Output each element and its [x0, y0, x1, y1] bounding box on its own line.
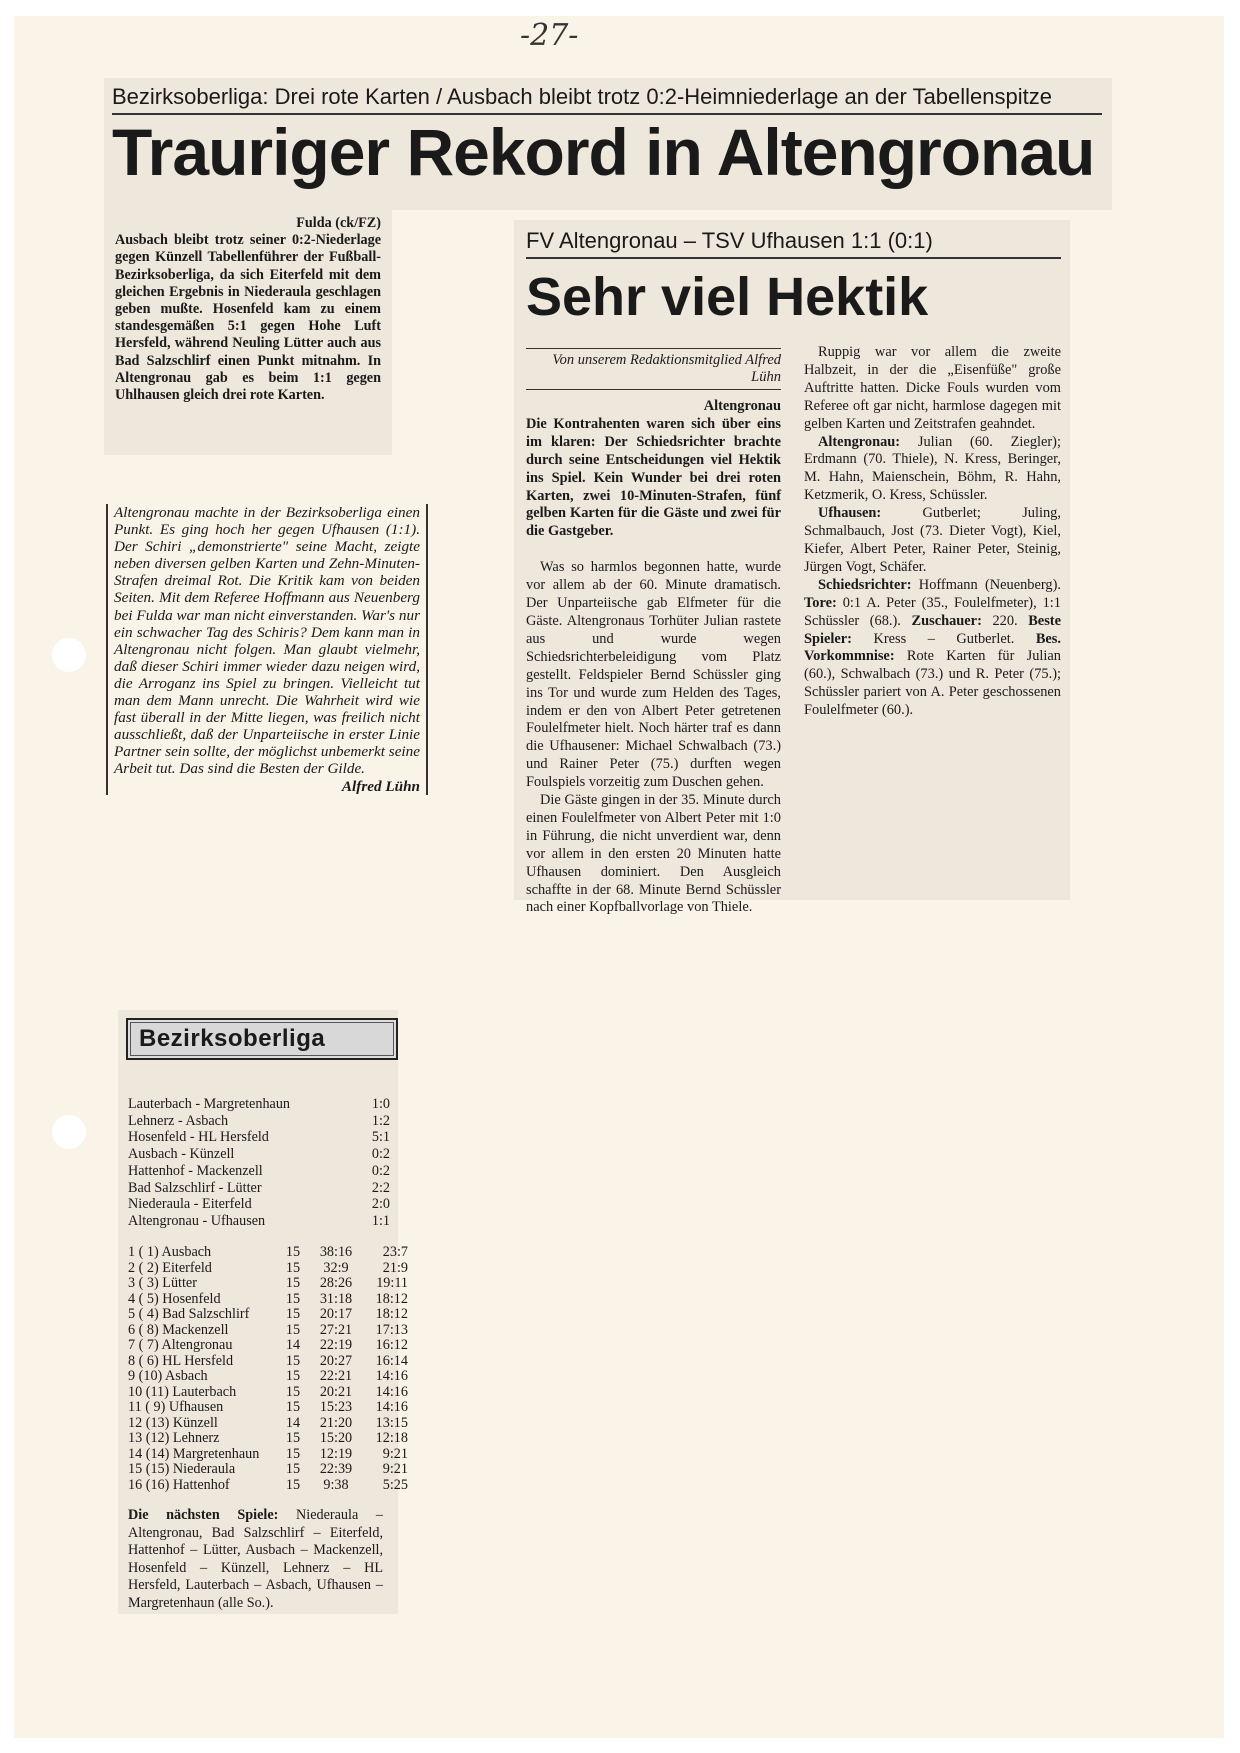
report-dateline: Altengronau [703, 398, 781, 414]
standings-row: 5 ( 4) Bad Salzschlirf 15 20:17 18:12 [128, 1306, 408, 1322]
result-row: Hattenhof - Mackenzell 0:2 [128, 1162, 390, 1179]
standings-row: 14 (14) Margretenhaun 15 12:19 9:21 [128, 1445, 408, 1462]
results-list [128, 1096, 390, 1230]
standings-row: 11 ( 9) Ufhausen 15 15:23 14:16 [128, 1399, 408, 1415]
report-lead: Die Kontrahenten waren sich über eins im klaren: Der Schiedsrichter brachte durch seine Entscheidungen viel Hektik ins Spiel. Kein Wunder bei drei roten Karten, zwei 10-Minuten-Strafen, fünf gelben Karten für die Gäste und zwei für die Gastgeber. [526, 415, 781, 540]
page-number: -27- [520, 18, 579, 53]
result-row: Lehnerz - Asbach 1:2 [128, 1112, 390, 1129]
main-dateline: Fulda (ck/FZ) [296, 215, 381, 231]
standings-row: 2 ( 2) Eiterfeld 15 32:9 21:9 [128, 1259, 408, 1276]
standings-row: 3 ( 3) Lütter 15 28:26 19:11 [128, 1275, 408, 1291]
standings-row: 1 ( 1) Ausbach 15 38:16 23:7 [128, 1244, 408, 1260]
standings-row: 6 ( 8) Mackenzell 15 27:21 17:13 [128, 1321, 408, 1338]
lineup-away: Ufhausen: Gutberlet; Juling, Schmalbauch, Jost (73. Dieter Vogt), Kiel, Kiefer, Albert Peter, Rainer Peter, Steinig, Jürgen Vogt, Schäfer. [804, 505, 1061, 575]
standings-row: 8 ( 6) HL Hersfeld 15 20:27 16:14 [128, 1352, 408, 1369]
standings-row: 12 (13) Künzell 14 21:20 13:15 [128, 1414, 408, 1431]
commentary-text: Altengronau machte in der Bezirksoberliga einen Punkt. Es ging hoch her gegen Ufhausen (1:1). Der Schiri „demonstrierte" seine Macht, zeigte neben diversen gelben Karten und Zehn-Minuten-Strafen dreimal Rot. Die Kritik kam von beiden Seiten. Mit dem Referee Hoffmann aus Neuenberg bei Fulda war man nicht einverstanden. War's nur ein schwacher Tag des Schiris? Dem kann man in Altengronau nicht folgen. Man glaubt vielmehr, daß dieser Schiri immer wieder dazu neigen wird, die Arroganz ins Spiel zu bringen. Vielleicht tut man dem Mann unrecht. Die Wahrheit wird wie fast überall in der Mitte liegen, was freilich nicht ausschließt, daß der Unparteiische in erster Linie Partner sein sollte, der möglichst unbemerkt seine Arbeit tut. Das sind die Besten der Gilde. [114, 504, 420, 778]
report-byline: Von unserem Redaktionsmitglied Alfred Lühn [526, 348, 781, 390]
main-headline: Trauriger Rekord in Altengronau [112, 115, 1095, 189]
report-paragraph: Ruppig war vor allem die zweite Halbzeit, in der die „Eisenfüße" große Auftritte hatten. Dicke Fouls wurden vom Referee oft gar nicht, harmlose dagegen mit gelben Karten und Zeitstrafen geahndet. [804, 344, 1061, 432]
result-row: Lauterbach - Margretenhaun 1:0 [128, 1096, 390, 1112]
next-games: Die nächsten Spiele: Niederaula – Altengronau, Bad Salzschlirf – Eiterfeld, Hattenhof – Lütter, Ausbach – Mackenzell, Hosenfeld – Künzell, Lehnerz – HL Hersfeld, Lauterbach – Asbach, Ufhausen – Margretenhaun (alle So.). [128, 1507, 384, 1611]
main-lead [115, 215, 381, 404]
punch-hole [52, 638, 86, 672]
punch-hole [52, 1115, 86, 1149]
league-title-box [126, 1018, 398, 1060]
report-paragraph: Was so harmlos begonnen hatte, wurde vor allem ab der 60. Minute dramatisch. Der Unparteiische gab Elfmeter für die Gäste. Altengronaus Torhüter Julian rastete aus und wurde wegen Schiedsrichterbeleidigung vom Platz gestellt. Feldspieler Bernd Schüssler ging ins Tor und wurde zum Helden des Tages, indem er den von Albert Peter getretenen Foulelfmeter hielt. Noch härter traf es dann die Ufhausener: Michael Schwalbach (73.) und Rainer Peter (75.) durften wegen Foulspiels vorzeitig zum Duschen gehen. [526, 559, 781, 791]
standings-row: 9 (10) Asbach 15 22:21 14:16 [128, 1368, 408, 1384]
report-column-1 [526, 398, 781, 917]
report-paragraph: Die Gäste gingen in der 35. Minute durch einen Foulelfmeter von Albert Peter mit 1:0 in Führung, die nicht unverdient war, denn vor allem in den ersten 20 Minuten hatte Ufhausen dominiert. Den Ausgleich schaffte in der 68. Minute Bernd Schüssler nach einer Kopfballvorlage von Thiele. [526, 792, 781, 916]
standings-row: 10 (11) Lauterbach 15 20:21 14:16 [128, 1383, 408, 1400]
lineup-home: Altengronau: Julian (60. Ziegler); Erdmann (70. Thiele), N. Kress, Beringer, M. Hahn, Maienschein, Böhm, R. Hahn, Ketzmerik, O. Kress, Schüssler. [804, 433, 1061, 504]
standings-row: 7 ( 7) Altengronau 14 22:19 16:12 [128, 1337, 408, 1353]
result-row: Hosenfeld - HL Hersfeld 5:1 [128, 1129, 390, 1146]
standings-row: 4 ( 5) Hosenfeld 15 31:18 18:12 [128, 1290, 408, 1307]
standings-table [128, 1245, 418, 1493]
report-column-2 [804, 344, 1061, 720]
standings-row: 13 (12) Lehnerz 15 15:20 12:18 [128, 1430, 408, 1446]
standings-row: 16 (16) Hattenhof 15 9:38 5:25 [128, 1476, 408, 1493]
result-row: Altengronau - Ufhausen 1:1 [128, 1212, 390, 1229]
commentary-author: Alfred Lühn [341, 777, 420, 795]
main-lead-text: Ausbach bleibt trotz seiner 0:2-Niederlage gegen Künzell Tabellenführer der Fußball-Bezirksoberliga, da sich Eiterfeld mit dem gleichen Ergebnis in Niederaula geschlagen geben mußte. Hosenfeld kam zu einem standesgemäßen 5:1 gegen Hohe Luft Hersfeld, während Neuling Lütter auch aus Bad Salzschlirf einen Punkt mitnahm. In Altengronau gab es beim 1:1 gegen Uhlhausen gleich drei rote Karten. [115, 232, 381, 404]
match-facts: Schiedsrichter: Hoffmann (Neuenberg). Tore: 0:1 A. Peter (35., Foulelfmeter), 1:1 Schüssler (68.). Zuschauer: 220. Beste Spieler: Kress – Gutberlet. Bes. Vorkommnise: Rote Karten für Julian (60.), Schwalbach (73.) und R. Peter (75.); Schüssler pariert von A. Peter geschossenen Foulelfmeter (60.). [804, 576, 1061, 719]
report-headline: Sehr viel Hektik [526, 267, 929, 327]
result-row: Bad Salzschlirf - Lütter 2:2 [128, 1179, 390, 1196]
main-kicker: Bezirksoberliga: Drei rote Karten / Ausbach bleibt trotz 0:2-Heimniederlage an der Tabellenspitze [112, 84, 1102, 115]
league-title: Bezirksoberliga [130, 1022, 394, 1056]
commentary [106, 504, 428, 795]
result-row: Niederaula - Eiterfeld 2:0 [128, 1196, 390, 1213]
report-kicker: FV Altengronau – TSV Ufhausen 1:1 (0:1) [526, 228, 1061, 259]
standings-row: 15 (15) Niederaula 15 22:39 9:21 [128, 1461, 408, 1477]
result-row: Ausbach - Künzell 0:2 [128, 1146, 390, 1163]
